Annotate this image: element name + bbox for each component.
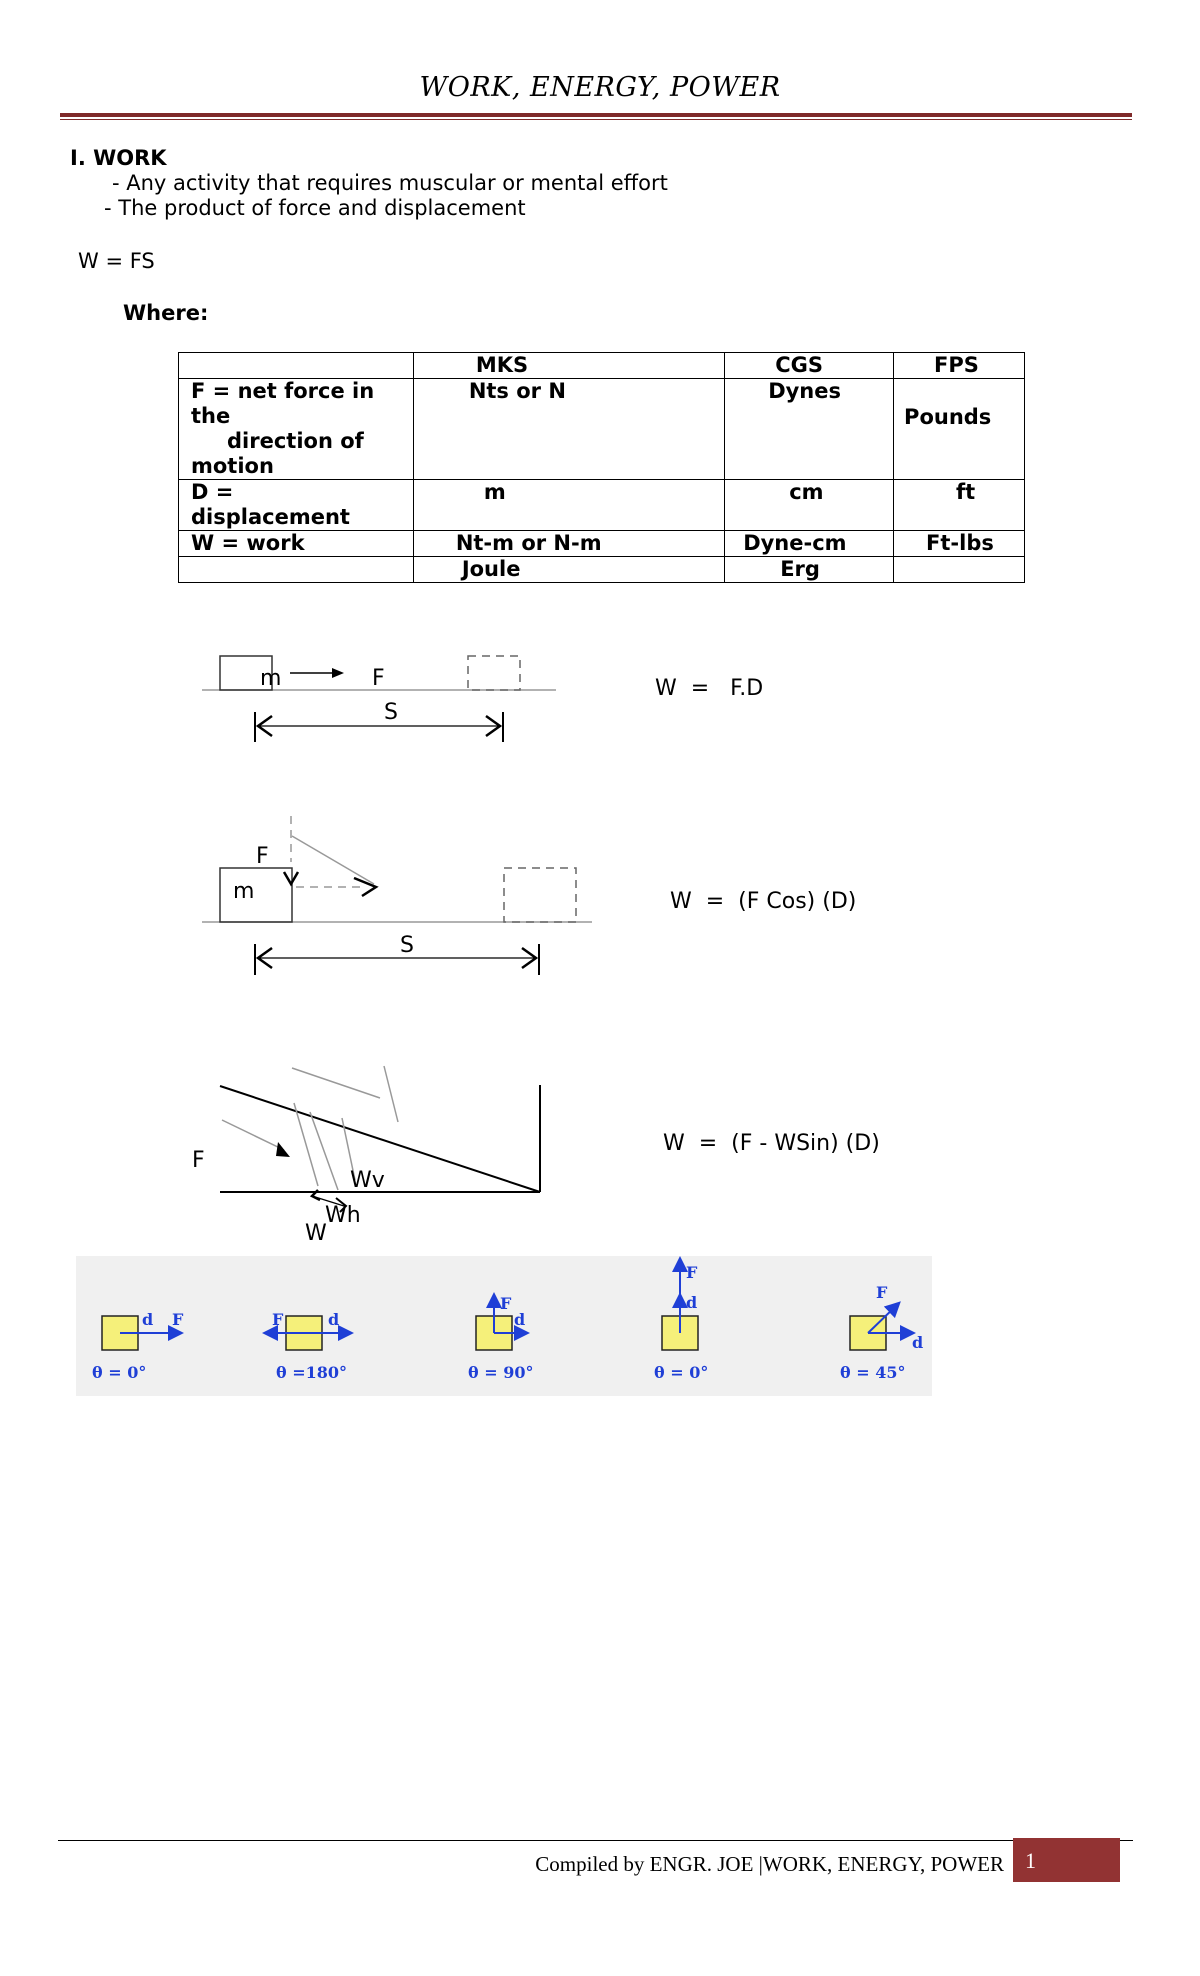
angle-caption: θ = 90°	[468, 1363, 534, 1382]
angle-caption: θ = 0°	[92, 1363, 147, 1382]
mass-label: m	[260, 666, 282, 691]
footer-text: Compiled by ENGR. JOE |WORK, ENERGY, POWER	[535, 1852, 1004, 1876]
force-label: F	[372, 666, 385, 691]
where-label: Where:	[123, 301, 209, 325]
disp-label: d	[686, 1293, 698, 1312]
angle-example-0deg	[92, 1310, 184, 1382]
angle-example-vertical-0deg	[654, 1260, 708, 1382]
disp-label: d	[142, 1310, 154, 1329]
arrow-down-icon	[284, 872, 298, 884]
diagram-inclined-plane	[192, 1066, 540, 1246]
equation-horizontal: W = F.D	[655, 676, 764, 701]
angle-examples-strip	[76, 1256, 932, 1396]
diagram-angled-force	[202, 816, 592, 975]
disp-label: d	[912, 1333, 924, 1352]
force-label: F	[192, 1148, 205, 1173]
force-label: F	[500, 1294, 512, 1313]
angle-caption: θ = 0°	[654, 1363, 709, 1382]
cell-line: displacement	[191, 505, 350, 529]
cell-line: direction of	[227, 429, 364, 453]
force-label: F	[256, 844, 269, 869]
mass-block	[220, 868, 292, 922]
angle-example-45deg	[840, 1283, 923, 1382]
vertical-component-label: Wv	[350, 1168, 385, 1193]
table-cell: Dyne-cm	[725, 531, 894, 557]
definition-line-2: - The product of force and displacement	[104, 196, 526, 220]
table-header-cell: FPS	[894, 353, 1025, 379]
force-arrow-icon	[276, 1142, 290, 1157]
cell-line: motion	[191, 454, 274, 478]
table-cell: ft	[894, 480, 1025, 531]
horizontal-component-label: Wh	[325, 1203, 361, 1228]
distance-label: S	[384, 700, 398, 725]
angle-example-90deg	[468, 1294, 533, 1382]
table-cell: Nts or N	[413, 379, 724, 480]
table-cell: Nt-m or N-m	[413, 531, 724, 557]
page-title: WORK, ENERGY, POWER	[419, 72, 781, 103]
force-arrow-icon	[332, 668, 344, 678]
footer-rule	[58, 1840, 1133, 1841]
table-cell: Ft-lbs	[894, 531, 1025, 557]
table-cell: cm	[725, 480, 894, 531]
table-cell: W = work	[179, 531, 414, 557]
page-number: 1	[1025, 1848, 1036, 1873]
cell-line: D =	[191, 480, 234, 504]
mass-block-displaced	[504, 868, 576, 922]
distance-label: S	[400, 933, 414, 958]
force-label: F	[686, 1263, 698, 1282]
mass-block-displaced	[468, 656, 520, 690]
force-label: F	[172, 1310, 184, 1329]
angle-caption: θ = 45°	[840, 1363, 906, 1382]
equation-incline: W = (F - WSin) (D)	[663, 1131, 880, 1156]
cell-line: F = net force in	[191, 379, 375, 403]
disp-label: d	[514, 1310, 526, 1329]
table-cell: m	[413, 480, 724, 531]
angle-examples	[76, 1256, 932, 1396]
table-cell: Dynes	[725, 379, 894, 480]
force-label: F	[272, 1310, 284, 1329]
angle-example-180deg	[266, 1310, 350, 1382]
equation-angled: W = (F Cos) (D)	[670, 889, 857, 914]
page-number-box	[1013, 1838, 1120, 1882]
disp-label: d	[328, 1310, 340, 1329]
table-cell: Pounds	[894, 379, 1025, 480]
weight-label: W	[305, 1221, 327, 1246]
table-cell: Erg	[725, 557, 894, 583]
table-cell: Joule	[413, 557, 724, 583]
section-heading: I. WORK	[70, 146, 167, 170]
definition-line-1: - Any activity that requires muscular or mental effort	[112, 171, 668, 195]
table-header-cell: MKS	[413, 353, 724, 379]
force-label: F	[876, 1283, 888, 1302]
mass-label: m	[233, 879, 255, 904]
table-header-cell: CGS	[725, 353, 894, 379]
angle-caption: θ =180°	[276, 1363, 348, 1382]
diagram-horizontal-force	[202, 656, 556, 742]
cell-line: the	[191, 404, 231, 428]
work-formula: W = FS	[78, 249, 155, 273]
